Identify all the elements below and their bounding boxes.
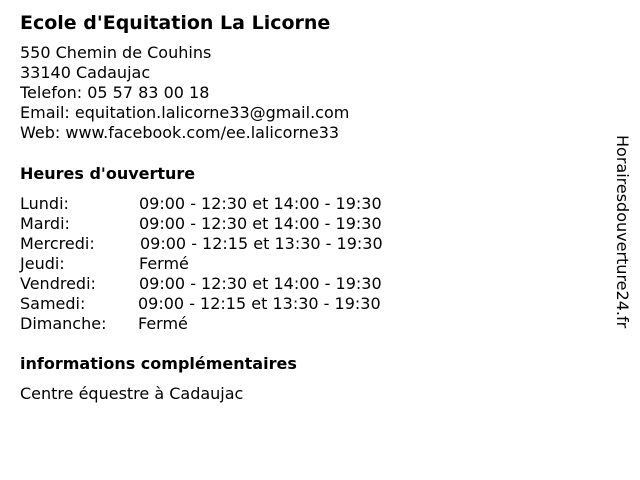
day-label: Samedi: [20,294,86,313]
business-name: Ecole d'Equitation La Licorne [20,12,331,34]
additional-info-heading: informations complémentaires [20,354,297,373]
phone-number: Telefon: 05 57 83 00 18 [20,83,210,102]
day-label: Dimanche: [20,314,107,333]
hours-value: 09:00 - 12:15 et 13:30 - 19:30 [140,234,383,253]
day-label: Lundi: [20,194,69,213]
day-label: Mercredi: [20,234,95,253]
hours-value: 09:00 - 12:15 et 13:30 - 19:30 [138,294,381,313]
address-street: 550 Chemin de Couhins [20,43,212,62]
hours-value: 09:00 - 12:30 et 14:00 - 19:30 [139,274,382,293]
day-label: Mardi: [20,214,70,233]
contact-block [20,43,349,143]
email-address: Email: equitation.lalicorne33@gmail.com [20,103,350,122]
site-watermark: Horairesdouverture24.fr [613,135,632,329]
website-link: Web: www.facebook.com/ee.lalicorne33 [20,123,340,142]
hours-value: Fermé [138,314,188,333]
day-label: Jeudi: [20,254,65,273]
hours-value: Fermé [139,254,189,273]
additional-info-text: Centre équestre à Cadaujac [20,384,244,403]
opening-hours-heading: Heures d'ouverture [20,164,196,183]
hours-value: 09:00 - 12:30 et 14:00 - 19:30 [139,214,382,233]
hours-value: 09:00 - 12:30 et 14:00 - 19:30 [139,194,382,213]
day-label: Vendredi: [20,274,96,293]
address-city: 33140 Cadaujac [20,63,151,82]
